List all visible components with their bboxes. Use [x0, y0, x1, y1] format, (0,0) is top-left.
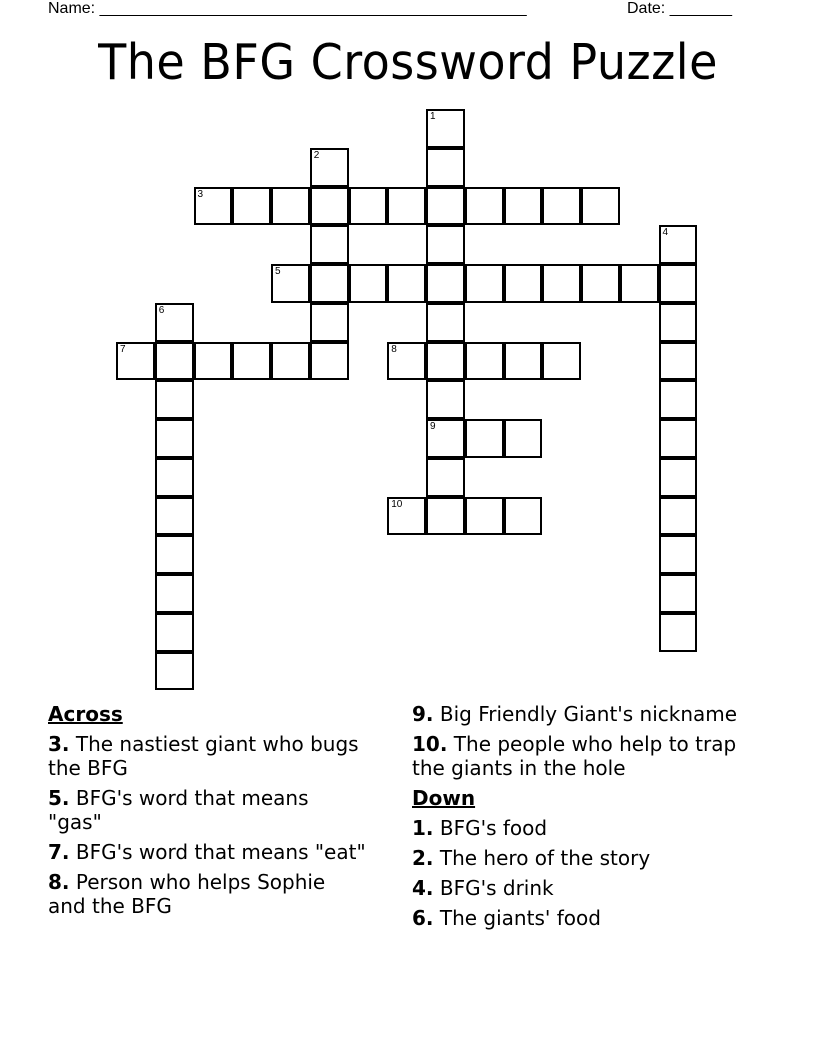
crossword-cell[interactable]: [504, 264, 543, 303]
crossword-cell[interactable]: [581, 187, 620, 226]
crossword-cell[interactable]: [504, 342, 543, 381]
crossword-cell[interactable]: [659, 380, 698, 419]
clue-down-2: 2. The hero of the story: [412, 846, 651, 870]
page-title: The BFG Crossword Puzzle: [98, 34, 718, 91]
crossword-cell[interactable]: [349, 264, 388, 303]
date-field[interactable]: Date: _______: [627, 0, 732, 17]
crossword-cell[interactable]: [504, 497, 543, 536]
crossword-cell[interactable]: [465, 419, 504, 458]
crossword-cell[interactable]: [659, 419, 698, 458]
clue-down-1: 1. BFG's food: [412, 816, 548, 840]
clue-number: 2: [313, 149, 320, 161]
crossword-cell[interactable]: [659, 535, 698, 574]
crossword-cell[interactable]: [659, 458, 698, 497]
clue-across-10: 10. The people who help to trap the giants in the hole: [412, 732, 737, 780]
crossword-cell[interactable]: [232, 342, 271, 381]
clue-across-3: 3. The nastiest giant who bugs the BFG: [48, 732, 359, 780]
clues-left-column: [48, 702, 368, 924]
clue-number: 1: [430, 111, 436, 122]
crossword-cell[interactable]: [426, 187, 465, 226]
clues-right-column: [412, 702, 752, 936]
crossword-cell[interactable]: [155, 458, 194, 497]
clue-number: 5: [275, 266, 281, 277]
crossword-cell[interactable]: [465, 497, 504, 536]
clue-number: 9: [430, 421, 436, 432]
clue-across-8: 8. Person who helps Sophie and the BFG: [48, 870, 326, 918]
crossword-cell[interactable]: [155, 380, 194, 419]
crossword-cell[interactable]: [426, 225, 465, 264]
crossword-cell[interactable]: [310, 303, 349, 342]
crossword-cell[interactable]: [426, 380, 465, 419]
down-heading: Down: [412, 786, 476, 810]
crossword-cell[interactable]: [426, 264, 465, 303]
crossword-cell[interactable]: [426, 342, 465, 381]
crossword-cell[interactable]: [349, 187, 388, 226]
crossword-cell[interactable]: [387, 264, 426, 303]
crossword-cell[interactable]: [387, 187, 426, 226]
crossword-cell[interactable]: [504, 187, 543, 226]
crossword-cell[interactable]: [310, 187, 349, 226]
crossword-cell[interactable]: [659, 225, 698, 264]
crossword-cell[interactable]: [155, 419, 194, 458]
crossword-cell[interactable]: [542, 187, 581, 226]
crossword-cell[interactable]: [426, 497, 465, 536]
crossword-cell[interactable]: [310, 225, 349, 264]
clue-down-4: 4. BFG's drink: [412, 876, 554, 900]
crossword-cell[interactable]: [465, 342, 504, 381]
crossword-cell[interactable]: [659, 613, 698, 652]
crossword-cell[interactable]: [194, 342, 233, 381]
crossword-cell[interactable]: [155, 535, 194, 574]
clue-number: 6: [158, 304, 165, 316]
crossword-cell[interactable]: [155, 652, 194, 691]
crossword-cell[interactable]: [659, 264, 698, 303]
crossword-cell[interactable]: [194, 187, 233, 226]
crossword-cell[interactable]: [426, 148, 465, 187]
clue-number: 8: [391, 343, 397, 355]
crossword-cell[interactable]: [542, 342, 581, 381]
crossword-cell[interactable]: [155, 303, 194, 342]
clue-across-5: 5. BFG's word that means "gas": [48, 786, 309, 834]
name-field[interactable]: Name: ________________________________________________: [48, 0, 527, 17]
crossword-cell[interactable]: [426, 419, 465, 458]
across-heading: Across: [48, 702, 123, 726]
crossword-cell[interactable]: [659, 342, 698, 381]
crossword-cell[interactable]: [465, 264, 504, 303]
crossword-cell[interactable]: [620, 264, 659, 303]
crossword-cell[interactable]: [116, 342, 155, 381]
crossword-cell[interactable]: [659, 497, 698, 536]
crossword-cell[interactable]: [310, 148, 349, 187]
clue-across-9: 9. Big Friendly Giant's nickname: [412, 702, 738, 726]
clue-number: 7: [120, 343, 126, 355]
crossword-cell[interactable]: [426, 458, 465, 497]
crossword-cell[interactable]: [271, 187, 310, 226]
crossword-cell[interactable]: [310, 342, 349, 381]
crossword-cell[interactable]: [387, 497, 426, 536]
crossword-cell[interactable]: [426, 109, 465, 148]
crossword-cell[interactable]: [426, 303, 465, 342]
crossword-cell[interactable]: [659, 574, 698, 613]
crossword-cell[interactable]: [504, 419, 543, 458]
crossword-cell[interactable]: [465, 187, 504, 226]
clue-across-7: 7. BFG's word that means "eat": [48, 840, 366, 864]
crossword-cell[interactable]: [542, 264, 581, 303]
crossword-cell[interactable]: [271, 264, 310, 303]
crossword-cell[interactable]: [155, 342, 194, 381]
crossword-cell[interactable]: [659, 303, 698, 342]
crossword-cell[interactable]: [310, 264, 349, 303]
crossword-cell[interactable]: [232, 187, 271, 226]
crossword-cell[interactable]: [271, 342, 310, 381]
clue-down-6: 6. The giants' food: [412, 906, 601, 930]
crossword-cell[interactable]: [155, 497, 194, 536]
clue-number: 10: [391, 498, 403, 510]
crossword-cell[interactable]: [387, 342, 426, 381]
clue-number: 4: [662, 227, 669, 239]
crossword-cell[interactable]: [155, 574, 194, 613]
clue-number: 3: [197, 188, 204, 200]
crossword-cell[interactable]: [581, 264, 620, 303]
crossword-cell[interactable]: [155, 613, 194, 652]
